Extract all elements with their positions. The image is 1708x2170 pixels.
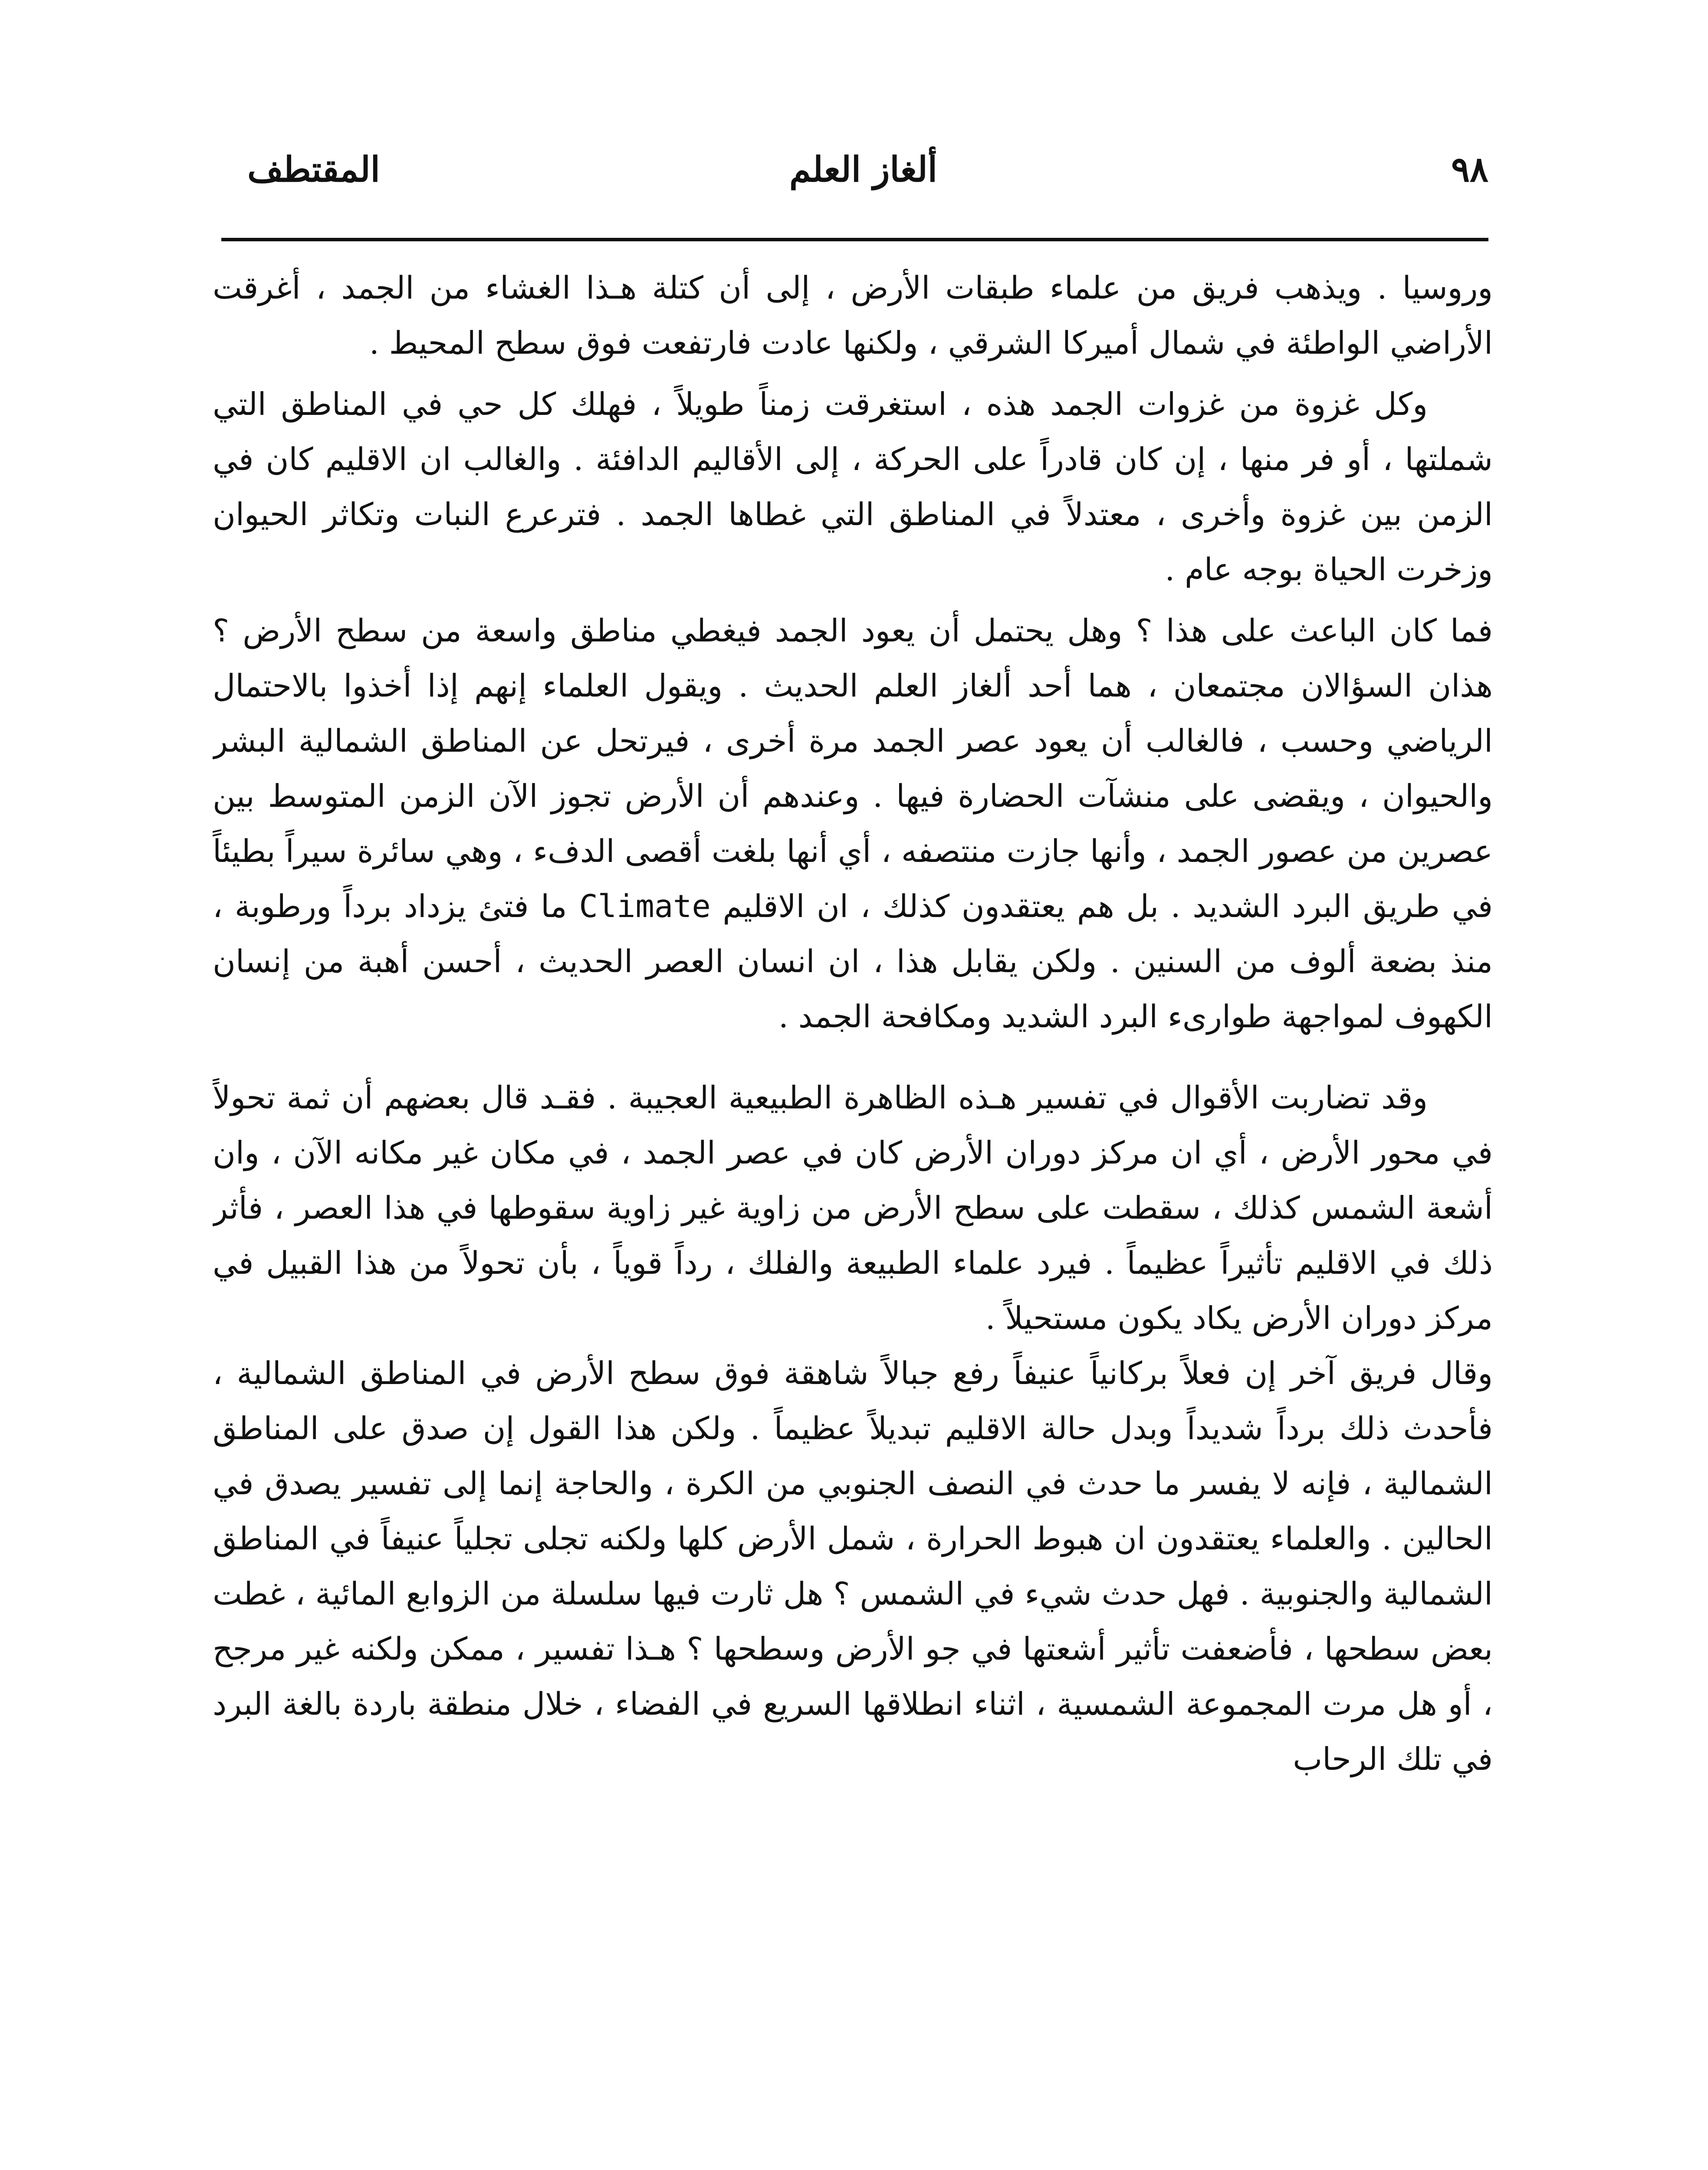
paragraph-2: وكل غزوة من غزوات الجمد هذه ، استغرقت زمناً طويلاً ، فهلك كل حي في المناطق التي شملتها ، أو فر منها ، إن كان قادراً على الحركة ، إلى الأقاليم الدافئة . والغالب ان الاقليم كان في الزمن بين غزوة وأخرى ، معتدلاً في المناطق التي غطاها الجمد . فترعرع النبات وتكاثر الحيوان وزخرت الحياة بوجه عام .	[213, 386, 1493, 588]
paragraph-3-part-b: ما فتئ يزداد برداً ورطوبة ، منذ بضعة ألوف من السنين . ولكن يقابل هذا ، ان انسان العصر الحديث ، أحسن أهبة من إنسان الكهوف لمواجهة طوارىء البرد الشديد ومكافحة الجمد .	[213, 888, 1493, 1035]
paragraph-4: وقد تضاربت الأقوال في تفسير هـذه الظاهرة الطبيعية العجيبة . فقـد قال بعضهم أن ثمة تحولاً في محور الأرض ، أي ان مركز دوران الأرض كان في عصر الجمد ، في مكان غير مكانه الآن ، وان أشعة الشمس كذلك ، سقطت على سطح الأرض من زاوية غير زاوية سقوطها في هذا العصر ، فأثر ذلك في الاقليم تأثيراً عظيماً . فيرد علماء الطبيعة والفلك ، رداً قوياً ، بأن تحولاً من هذا القبيل في مركز دوران الأرض يكاد يكون مستحيلاً .	[213, 1079, 1493, 1336]
header-rule	[221, 238, 1488, 241]
page-number: ٩٨	[1451, 149, 1488, 190]
paragraph-3	[213, 603, 1493, 1044]
paragraph-1: وروسيا . ويذهب فريق من علماء طبقات الأرض ، إلى أن كتلة هـذا الغشاء من الجمد ، أغرقت الأراضي الواطئة في شمال أميركا الشرقي ، ولكنها عادت فارتفعت فوق سطح المحيط .	[213, 270, 1493, 361]
latin-term-climate: Climate	[579, 888, 711, 924]
paragraph-5: وقال فريق آخر إن فعلاً بركانياً عنيفاً رفع جبالاً شاهقة فوق سطح الأرض في المناطق الشمالية ، فأحدث ذلك برداً شديداً وبدل حالة الاقليم تبديلاً عظيماً . ولكن هذا القول إن صدق على المناطق الشمالية ، فإنه لا يفسر ما حدث في النصف الجنوبي من الكرة ، والحاجة إنما إلى تفسير يصدق في الحالين . والعلماء يعتقدون ان هبوط الحرارة ، شمل الأرض كلها ولكنه تجلى تجلياً عنيفاً في المناطق الشمالية والجنوبية . فهل حدث شيء في الشمس ؟ هل ثارت فيها سلسلة من الزوابع المائية ، غطت بعض سطحها ، فأضعفت تأثير أشعتها في جو الأرض وسطحها ؟ هـذا تفسير ، ممكن ولكنه غير مرجح ، أو هل مرت المجموعة الشمسية ، اثناء انطلاقها السريع في الفضاء ، خلال منطقة باردة بالغة البرد في تلك الرحاب	[213, 1355, 1493, 1777]
article-body	[213, 260, 1493, 2170]
article-title: ألغاز العلم	[789, 149, 937, 190]
paragraph-3-part-a: فما كان الباعث على هذا ؟ وهل يحتمل أن يعود الجمد فيغطي مناطق واسعة من سطح الأرض ؟ هذان السؤالان مجتمعان ، هما أحد ألغاز العلم الحديث . ويقول العلماء إنهم إذا أخذوا بالاحتمال الرياضي وحسب ، فالغالب أن يعود عصر الجمد مرة أخرى ، فيرتحل عن المناطق الشمالية البشر والحيوان ، ويقضى على منشآت الحضارة فيها . وعندهم أن الأرض تجوز الآن الزمن المتوسط بين عصرين من عصور الجمد ، وأنها جازت منتصفه ، أي أنها بلغت أقصى الدفء ، وهي سائرة سيراً بطيئاً في طريق البرد الشديد . بل هم يعتقدون كذلك ، ان الاقليم	[213, 612, 1493, 924]
running-header	[221, 143, 1488, 200]
journal-name: المقتطف	[247, 149, 380, 190]
